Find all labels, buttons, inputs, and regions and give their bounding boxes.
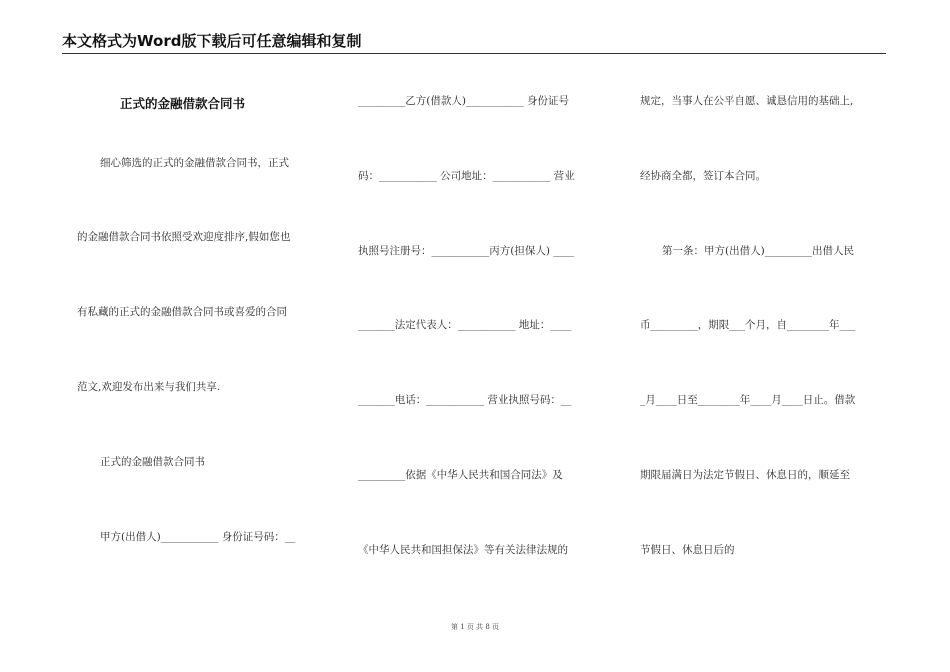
col1-line: 有私藏的正式的金融借款合同书或喜爱的合同 bbox=[77, 306, 287, 318]
col3-line: 期限届满日为法定节假日、休息日的，顺延至 bbox=[640, 469, 850, 481]
col2-line: 码：___________ 公司地址：___________ 营业 bbox=[358, 170, 575, 182]
col3-line: 规定，当事人在公平自愿、诚恳信用的基础上, bbox=[640, 95, 854, 107]
col3-line: 节假日、休息日后的 bbox=[640, 544, 735, 556]
col3-line: 币_________，期限___个月，自________年___ bbox=[640, 319, 856, 331]
document-title: 正式的金融借款合同书 bbox=[120, 96, 246, 111]
col1-line: 正式的金融借款合同书 bbox=[100, 456, 205, 468]
document-banner: 本文格式为Word版下载后可任意编辑和复制 bbox=[62, 30, 886, 54]
col2-line: _________乙方(借款人)___________ 身份证号 bbox=[358, 95, 570, 107]
col1-line: 甲方(出借人)___________ 身份证号码：__ bbox=[100, 531, 296, 543]
col2-line: _________依据《中华人民共和国合同法》及 bbox=[358, 469, 563, 481]
col1-line: 细心筛选的正式的金融借款合同书，正式 bbox=[100, 157, 289, 169]
col1-line: 范文,欢迎发布出来与我们共享. bbox=[77, 381, 221, 393]
col2-line: 执照号注册号：___________丙方(担保人) ____ bbox=[358, 245, 575, 257]
col3-line: _月____日至________年____月____日止。借款 bbox=[640, 394, 856, 406]
col3-line: 经协商全都，签订本合同。 bbox=[640, 170, 766, 182]
col3-line: 第一条：甲方(出借人)_________出借人民 bbox=[662, 245, 854, 257]
col2-line: _______法定代表人：___________ 地址：____ bbox=[358, 319, 572, 331]
col1-line: 的金融借款合同书依照受欢迎度排序,假如您也 bbox=[77, 231, 291, 243]
col2-line: _______电话：___________ 营业执照号码：__ bbox=[358, 394, 572, 406]
col2-line: 《中华人民共和国担保法》等有关法律法规的 bbox=[358, 544, 568, 556]
page-number: 第 1 页 共 8 页 bbox=[450, 623, 500, 631]
